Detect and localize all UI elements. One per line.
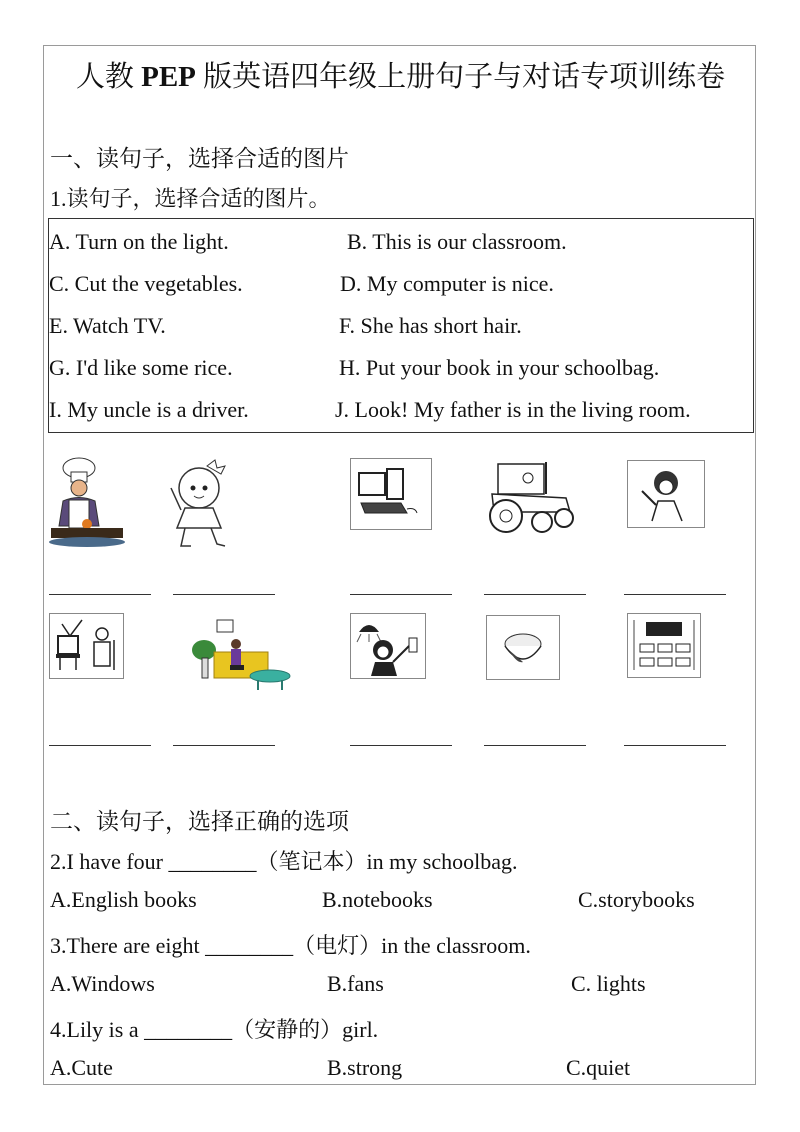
option-e: E. Watch TV. xyxy=(49,313,166,338)
girl-watching-tv-image xyxy=(49,613,124,679)
question-3-blank[interactable]: ________ xyxy=(205,933,294,958)
question-2-stem: 2.I have four xyxy=(50,849,169,874)
answer-blank-4[interactable] xyxy=(484,594,586,595)
option-h: H. Put your book in your schoolbag. xyxy=(339,355,660,380)
question-3 xyxy=(50,929,531,960)
woman-short-hair-image xyxy=(627,460,705,528)
answer-blank-6[interactable] xyxy=(49,745,151,746)
question-4-choice-a[interactable]: A.Cute xyxy=(50,1055,113,1080)
worksheet-page xyxy=(43,45,756,1085)
option-j: J. Look! My father is in the living room. xyxy=(335,397,691,422)
tractor-driver-image xyxy=(484,458,579,536)
question-2-choice-b[interactable]: B.notebooks xyxy=(322,887,433,912)
answer-blank-1[interactable] xyxy=(49,594,151,595)
section2-heading: 二、读句子，选择正确的选项 xyxy=(50,809,349,834)
question-3-stem-after: in the classroom. xyxy=(381,933,531,958)
page-title xyxy=(44,54,757,95)
question-4 xyxy=(50,1013,378,1044)
boy-turning-on-light-image xyxy=(350,613,426,679)
section1-heading: 一、读句子，选择合适的图片 xyxy=(50,146,349,171)
question-2 xyxy=(50,845,517,876)
option-f: F. She has short hair. xyxy=(339,313,522,338)
question-4-choice-b[interactable]: B.strong xyxy=(327,1055,403,1080)
title-suffix: 版英语四年级上册句子与对话专项训练卷 xyxy=(195,61,726,93)
option-g: G. I'd like some rice. xyxy=(49,355,233,380)
option-i: I. My uncle is a driver. xyxy=(49,397,249,422)
question-2-choice-a[interactable]: A.English books xyxy=(50,887,197,912)
question-4-hint: （安静的） xyxy=(232,1017,343,1042)
answer-blank-7[interactable] xyxy=(173,745,275,746)
section1-question: 1.读句子，选择合适的图片。 xyxy=(50,186,331,211)
girl-with-bow-image xyxy=(167,458,237,553)
classroom-image xyxy=(627,613,701,678)
option-c: C. Cut the vegetables. xyxy=(49,271,243,296)
question-2-hint: （笔记本） xyxy=(256,849,367,874)
question-2-blank[interactable]: ________ xyxy=(168,849,257,874)
computer-image xyxy=(350,458,432,530)
question-4-stem-after: girl. xyxy=(342,1017,379,1042)
answer-blank-10[interactable] xyxy=(624,745,726,746)
question-4-blank[interactable]: ________ xyxy=(144,1017,233,1042)
chef-cutting-vegetables-image xyxy=(49,456,129,551)
answer-blank-8[interactable] xyxy=(350,745,452,746)
option-b: B. This is our classroom. xyxy=(347,229,567,254)
bowl-of-rice-image xyxy=(486,615,560,680)
answer-blank-2[interactable] xyxy=(173,594,275,595)
answer-blank-5[interactable] xyxy=(624,594,726,595)
question-3-choice-b[interactable]: B.fans xyxy=(327,971,384,996)
question-3-hint: （电灯） xyxy=(293,933,382,958)
answer-blank-9[interactable] xyxy=(484,745,586,746)
man-in-living-room-image xyxy=(184,614,294,694)
question-2-choice-c[interactable]: C.storybooks xyxy=(578,887,695,912)
title-prefix: 人教 xyxy=(75,61,142,93)
answer-blank-3[interactable] xyxy=(350,594,452,595)
option-d: D. My computer is nice. xyxy=(340,271,554,296)
question-3-stem: 3.There are eight xyxy=(50,933,206,958)
question-2-stem-after: in my schoolbag. xyxy=(366,849,518,874)
question-4-choice-c[interactable]: C.quiet xyxy=(566,1055,631,1080)
option-a: A. Turn on the light. xyxy=(49,229,229,254)
options-box xyxy=(48,218,754,433)
question-3-choice-a[interactable]: A.Windows xyxy=(50,971,155,996)
title-bold: PEP xyxy=(141,61,196,93)
question-4-stem: 4.Lily is a xyxy=(50,1017,145,1042)
question-3-choice-c[interactable]: C. lights xyxy=(571,971,646,996)
